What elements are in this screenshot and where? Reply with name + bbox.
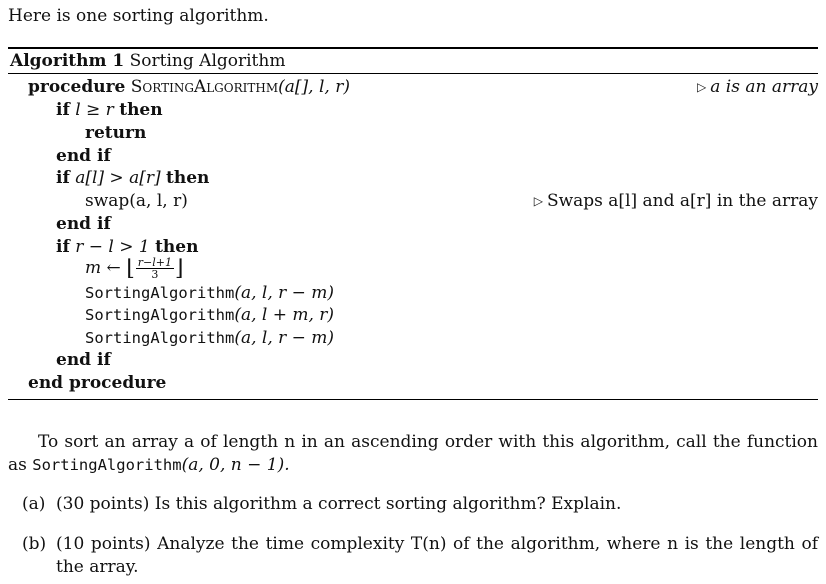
call-args: (a, l, r − m)	[234, 328, 335, 348]
algo-line-13: end if	[56, 350, 111, 370]
procedure-name: SortingAlgorithm	[130, 77, 279, 97]
fraction-numerator: r−l+1	[137, 256, 172, 269]
description-call-fn: SortingAlgorithm	[32, 456, 182, 474]
question-b	[22, 533, 818, 579]
floor-left: ⌊	[126, 256, 135, 281]
algorithm-caption	[10, 51, 285, 71]
description-call-args: (a, 0, n − 1).	[181, 455, 290, 475]
call-args: (a, l + m, r)	[234, 305, 335, 325]
call-function-name: SortingAlgorithm	[85, 329, 235, 347]
keyword-then: then	[155, 237, 199, 257]
algorithm-caption-rule	[8, 73, 818, 74]
description-text: To sort an array a of length n in an ascending order with this algorithm, call the function as	[8, 432, 818, 475]
keyword-if: if	[56, 168, 70, 188]
floor-right: ⌋	[175, 256, 184, 281]
algo-line-3: return	[85, 123, 147, 143]
comment-text: Swaps a[l] and a[r] in the array	[546, 191, 818, 211]
algo-line-10	[85, 283, 334, 303]
algorithm-label: Algorithm 1	[10, 51, 125, 71]
comment-swap	[534, 191, 818, 211]
algo-line-4: end if	[56, 146, 111, 166]
algo-line-12	[85, 328, 334, 348]
question-label: (b)	[22, 534, 47, 554]
algorithm-caption-text: Sorting Algorithm	[129, 51, 286, 71]
question-a	[22, 494, 818, 514]
assignment-lhs: m ←	[85, 258, 121, 278]
question-text: (30 points) Is this algorithm a correct sorting algorithm? Explain.	[56, 494, 622, 514]
keyword-then: then	[119, 100, 163, 120]
comment-triangle-icon: ▷	[697, 80, 707, 94]
keyword-then: then	[166, 168, 210, 188]
algo-line-7: end if	[56, 214, 111, 234]
algo-line-5	[56, 168, 209, 188]
keyword-procedure: procedure	[28, 77, 126, 97]
algo-line-11	[85, 305, 334, 325]
algo-line-14: end procedure	[28, 373, 167, 393]
condition: r − l > 1	[75, 237, 150, 257]
call-function-name: SortingAlgorithm	[85, 284, 235, 302]
algo-line-8	[56, 237, 198, 257]
algo-line-9	[85, 256, 184, 281]
procedure-args: (a[], l, r)	[278, 77, 350, 97]
comment-array	[697, 77, 818, 97]
question-label: (a)	[22, 494, 46, 514]
algorithm-bottom-rule	[8, 399, 818, 400]
fraction	[136, 257, 174, 280]
comment-text: a is an array	[710, 77, 818, 97]
call-function-name: SortingAlgorithm	[85, 306, 235, 324]
condition: a[l] > a[r]	[75, 168, 161, 188]
comment-triangle-icon: ▷	[533, 194, 543, 208]
algo-line-2	[56, 100, 163, 120]
algo-line-6: swap(a, l, r)	[85, 191, 188, 211]
keyword-if: if	[56, 237, 70, 257]
algorithm-top-rule	[8, 47, 818, 49]
call-args: (a, l, r − m)	[234, 283, 335, 303]
keyword-if: if	[56, 100, 70, 120]
fraction-denominator: 3	[151, 268, 159, 281]
condition: l ≥ r	[75, 100, 114, 120]
question-text: (10 points) Analyze the time complexity T(n) of the algorithm, where n is the length of the array.	[56, 534, 818, 577]
description-paragraph	[8, 431, 818, 477]
algo-line-1	[28, 77, 350, 97]
intro-text: Here is one sorting algorithm.	[8, 6, 269, 26]
